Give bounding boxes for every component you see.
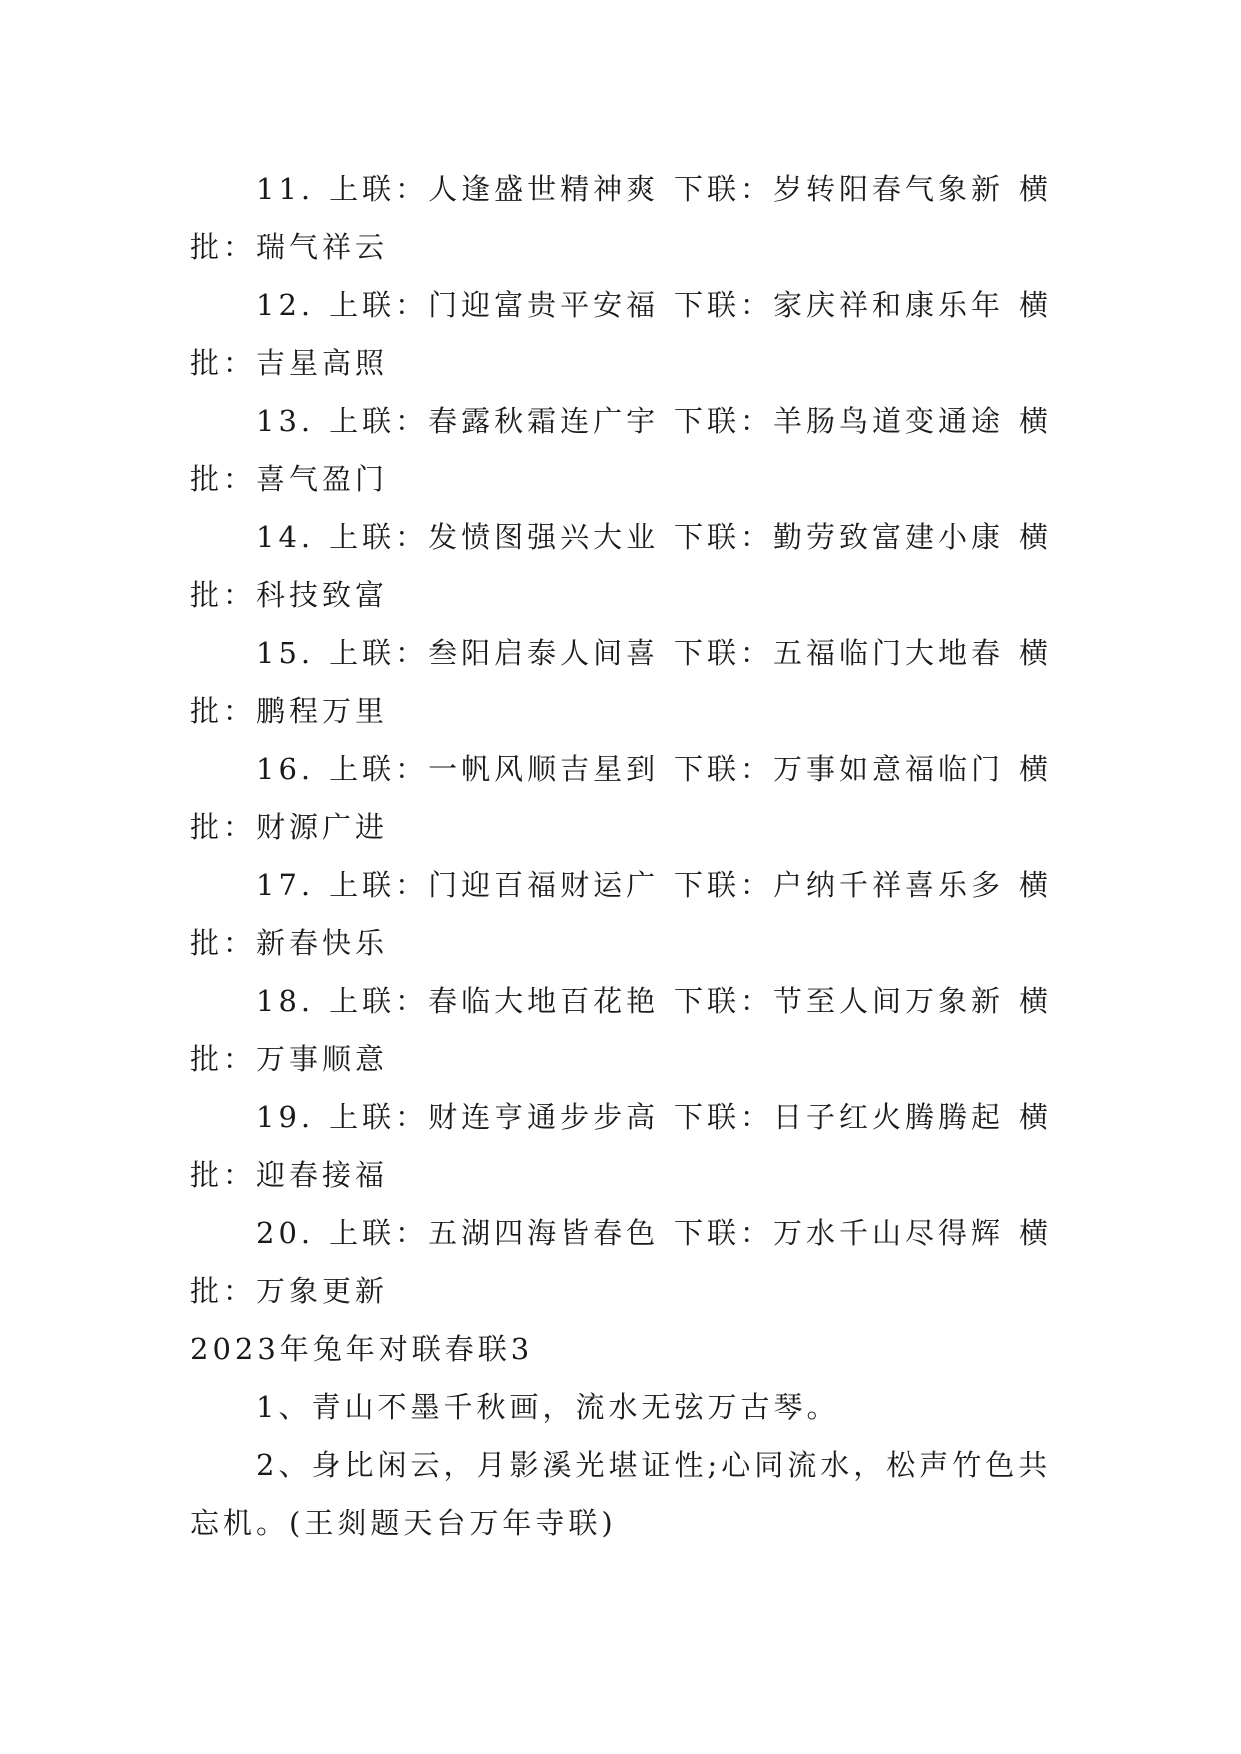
couplet-entry-16 [190,740,1052,856]
couplet-line [190,1088,1052,1146]
couplet-entry-13 [190,392,1052,508]
horizontal-scroll-label-start: 横 [1018,984,1052,1018]
list-item-1: 1、青山不墨千秋画，流水无弦万古琴。 [256,1390,840,1424]
couplet-line [190,392,1052,450]
couplet-number: 20. [256,1216,315,1250]
horizontal-scroll-line: 批：新春快乐 [190,926,389,960]
couplet-line [190,1204,1052,1262]
horizontal-scroll-label-start: 横 [1018,752,1052,786]
couplet-line [190,740,1052,798]
horizontal-scroll-line: 批：鹏程万里 [190,694,389,728]
couplet-entry-11 [190,160,1052,276]
horizontal-scroll-label-start: 横 [1018,1216,1052,1250]
upper-couplet: 上联：门迎百福财运广 [329,868,660,902]
couplet-entry-12 [190,276,1052,392]
document-body [190,160,1052,1552]
lower-couplet: 下联：万事如意福临门 [674,752,1005,786]
couplet-number: 11. [256,172,315,206]
couplet-line [190,508,1052,566]
couplet-line [190,276,1052,334]
horizontal-scroll-line: 批：喜气盈门 [190,462,389,496]
horizontal-scroll-line: 批：迎春接福 [190,1158,389,1192]
couplet-number: 16. [256,752,315,786]
upper-couplet: 上联：人逢盛世精神爽 [329,172,660,206]
lower-couplet: 下联：节至人间万象新 [674,984,1005,1018]
horizontal-scroll-line: 批：万事顺意 [190,1042,389,1076]
couplet-number: 15. [256,636,315,670]
section-heading: 2023年兔年对联春联3 [190,1332,534,1366]
horizontal-scroll-line: 批：科技致富 [190,578,389,612]
lower-couplet: 下联：万水千山尽得辉 [674,1216,1005,1250]
list-item-2-line-1: 2、身比闲云，月影溪光堪证性;心同流水，松声竹色共 [256,1448,1052,1482]
lower-couplet: 下联：家庆祥和康乐年 [674,288,1005,322]
horizontal-scroll-label-start: 横 [1018,520,1052,554]
horizontal-scroll-line: 批：瑞气祥云 [190,230,389,264]
couplet-number: 14. [256,520,315,554]
upper-couplet: 上联：春临大地百花艳 [329,984,660,1018]
couplet-entry-18 [190,972,1052,1088]
upper-couplet: 上联：发愤图强兴大业 [329,520,660,554]
horizontal-scroll-label-start: 横 [1018,1100,1052,1134]
lower-couplet: 下联：勤劳致富建小康 [674,520,1005,554]
upper-couplet: 上联：财连亨通步步高 [329,1100,660,1134]
couplet-number: 18. [256,984,315,1018]
horizontal-scroll-label-start: 横 [1018,288,1052,322]
upper-couplet: 上联：门迎富贵平安福 [329,288,660,322]
lower-couplet: 下联：五福临门大地春 [674,636,1005,670]
lower-couplet: 下联：户纳千祥喜乐多 [674,868,1005,902]
upper-couplet: 上联：叁阳启泰人间喜 [329,636,660,670]
couplet-number: 19. [256,1100,315,1134]
lower-couplet: 下联：日子红火腾腾起 [674,1100,1005,1134]
couplet-line [190,972,1052,1030]
lower-couplet: 下联：岁转阳春气象新 [674,172,1005,206]
horizontal-scroll-label-start: 横 [1018,404,1052,438]
couplet-entry-15 [190,624,1052,740]
horizontal-scroll-label-start: 横 [1018,172,1052,206]
couplet-entry-19 [190,1088,1052,1204]
couplet-entry-17 [190,856,1052,972]
couplet-number: 12. [256,288,315,322]
lower-couplet: 下联：羊肠鸟道变通途 [674,404,1005,438]
couplet-entry-20 [190,1204,1052,1320]
upper-couplet: 上联：一帆风顺吉星到 [329,752,660,786]
upper-couplet: 上联：春露秋霜连广宇 [329,404,660,438]
couplet-line [190,160,1052,218]
couplet-line [190,624,1052,682]
list-item-2-line-2: 忘机。(王剡题天台万年寺联) [190,1506,617,1540]
horizontal-scroll-line: 批：万象更新 [190,1274,389,1308]
horizontal-scroll-label-start: 横 [1018,868,1052,902]
couplet-line [190,856,1052,914]
horizontal-scroll-line: 批：吉星高照 [190,346,389,380]
couplet-number: 13. [256,404,315,438]
couplet-number: 17. [256,868,315,902]
couplet-entry-14 [190,508,1052,624]
upper-couplet: 上联：五湖四海皆春色 [329,1216,660,1250]
horizontal-scroll-line: 批：财源广进 [190,810,389,844]
horizontal-scroll-label-start: 横 [1018,636,1052,670]
